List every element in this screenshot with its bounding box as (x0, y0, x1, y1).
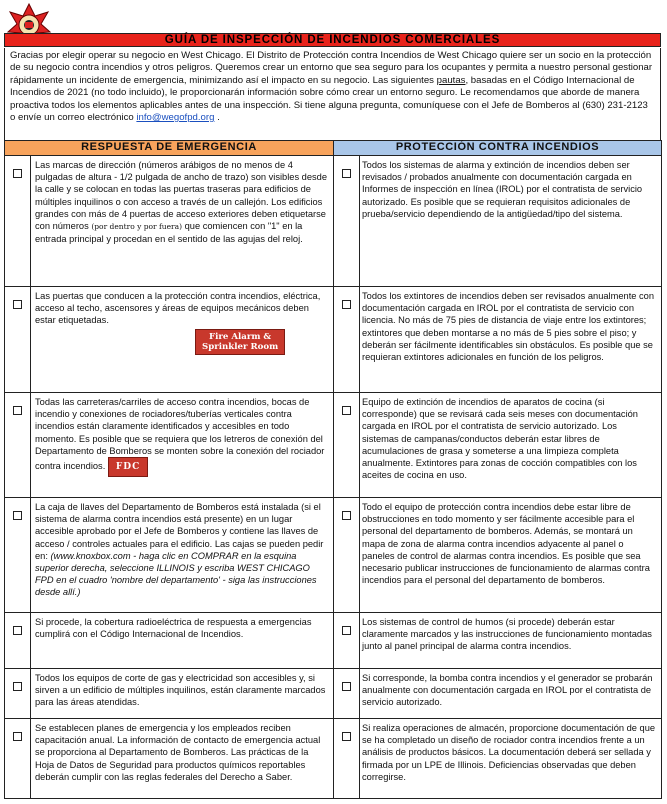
protection-item: Si corresponde, la bomba contra incendios y el generador se probarán anualmente con documentación cargada en IROL por el contratista de servicio autorizado. (360, 669, 662, 719)
inline-note: (por dentro y por fuera) (91, 222, 183, 232)
checkbox[interactable] (13, 626, 22, 635)
checkbox[interactable] (342, 732, 351, 741)
column-header-emergency-response: RESPUESTA DE EMERGENCIA (5, 141, 334, 156)
checkbox[interactable] (342, 682, 351, 691)
column-headers (5, 141, 662, 156)
checkbox[interactable] (342, 169, 351, 178)
fire-alarm-sprinkler-room-sign: Fire Alarm & Sprinkler Room (195, 329, 285, 355)
intro-underlined-word: pautas (436, 74, 466, 86)
checkbox[interactable] (13, 511, 22, 520)
emergency-item: Se establecen planes de emergencia y los empleados reciben capacitación anual. La información de contacto de emergencia actual se proporciona al Departamento de Bomberos. Las prácticas de la Hoja de Datos de Seguridad para productos químicos reportables deberán cumplir con las reglas federales del Derecho a Saber. (31, 719, 334, 799)
column-header-fire-protection: PROTECCIÓN CONTRA INCENDIOS (334, 141, 662, 156)
checkbox[interactable] (13, 682, 22, 691)
table-row (5, 719, 662, 799)
protection-item: Todos los sistemas de alarma y extinción de incendios deben ser revisados / probados anualmente con documentación cargada en Informes de inspección en línea (IROL) por el contratista de servicio autorizado. Es posible que se requieran requisitos adicionales de prueba/servicio dependiendo de la antigüedad/tipo del sistema. (360, 156, 662, 287)
fdc-sign: FDC (108, 457, 148, 477)
protection-item: Si realiza operaciones de almacén, proporcione documentación de que se ha completado un diseño de rociador contra incendios frente a un análisis de productos básicos. La documentación deberá ser sellada y firmada por un LPE de Illinois. Deficiencias observadas que deben corregirse. (360, 719, 662, 799)
emergency-item: Las marcas de dirección (números arábigos de no menos de 4 pulgadas de altura - 1/2 pulgada de ancho de trazo) son visibles desde la calle y se colocan en todas las puertas traseras para edificios de múltiples inquilinos o con acceso a través de un callejón. Los edificios grandes con más de 4 puertas de acceso exteriores deben etiquetarse con números (por dentro y por fuera) que comiencen con "1" en la entrada principal y procedan en el sentido de las agujas del reloj. (31, 156, 334, 287)
protection-item: Todos los extintores de incendios deben ser revisados anualmente con documentación cargada en IROL por el contratista de servicio con licencia. No más de 75 pies de distancia de viaje entre los extintores; extintores que deben montarse a no más de 5 pies sobre el piso; y deberán ser fácilmente identificables sin obstáculos. Es posible que se requieran extintores adicionales en función de los peligros. (360, 287, 662, 393)
emergency-item: La caja de llaves del Departamento de Bomberos está instalada (si el sistema de alarma contra incendios está presente) en un lugar accesible aprobado por el Jefe de Bomberos y contiene las llaves de acceso / controles actuales para el edificio. Las cajas se pueden pedir en: (www.knoxbox.com - haga clic en COMPRAR en la esquina superior derecha, seleccione ILLINOIS y escriba WEST CHICAGO FPD en el cuadro 'nombre del departamento' - siga las instrucciones desde allí.) (31, 498, 334, 613)
table-row (5, 498, 662, 613)
checkbox[interactable] (342, 626, 351, 635)
page-title: GUÍA DE INSPECCIÓN DE INCENDIOS COMERCIALES (4, 33, 661, 47)
protection-item: Equipo de extinción de incendios de aparatos de cocina (si corresponde) que se revisará cada seis meses con documentación cargada en IROL por el contratista de servicio autorizado. Los sistemas de campanas/conductos deberán estar libres de acumulaciones de grasa y someterse a una limpieza completa anualmente. Extintores para zonas de cocción compatibles con los aceites de cocina en uso. (360, 393, 662, 498)
email-link[interactable]: info@wegofpd.org (136, 112, 215, 124)
intro-text-2: , basadas en el Código Internacional de Incendios de 2021 (no todo incluido), le proporcionarán información sobre cómo crear un entorno seguro. Le recomendamos que aborde de manera proactiva todos los elementos aplicables antes de una inspección. Si tiene alguna pregunta, comuníquese con el Jefe de Bomberos al (630) 231-2123 o envíe un correo electrónico (10, 74, 648, 124)
table-row (5, 156, 662, 287)
intro-text-1: Gracias por elegir operar su negocio en West Chicago. El Distrito de Protección contra Incendios de West Chicago quiere ser un socio en la protección de su negocio contra incendios y otros peligros. Queremos crear un entorno que sea seguro para los ocupantes y permita a nuestro personal gestionar rápidamente un incidente de emergencia, minimizando así el impacto en su negocio. Las siguientes (10, 50, 653, 86)
checkbox[interactable] (13, 300, 22, 309)
emergency-item: Las puertas que conducen a la protección contra incendios, eléctrica, acceso al techo, ascensores y áreas de equipos mecánicos deben estar etiquetadas. Fire Alarm & Sprinkler Room (31, 287, 334, 393)
checkbox[interactable] (13, 169, 22, 178)
checkbox[interactable] (342, 300, 351, 309)
emergency-item: Todas las carreteras/carriles de acceso contra incendios, bocas de incendio y conexiones de rociadores/tuberías verticales contra incendios están claramente identificados y accesibles en todo momento. Es posible que se requiera que los letreros de conexión del Departamento de Bomberos se monten sobre la conexión del rociador contra incendios. FDC (31, 393, 334, 498)
intro-text-3: . (214, 112, 220, 124)
table-row (5, 393, 662, 498)
checkbox[interactable] (13, 406, 22, 415)
knoxbox-instructions: (www.knoxbox.com - haga clic en COMPRAR en la esquina superior derecha, seleccione ILLINOIS y escriba WEST CHICAGO FPD en el cuadro 'nombre del departamento' - siga las instrucciones desde allí.) (35, 550, 317, 598)
table-row (5, 287, 662, 393)
protection-item: Los sistemas de control de humos (si procede) deberán estar claramente marcados y las instrucciones de funcionamiento montadas junto al panel principal de alarma contra incendios. (360, 613, 662, 669)
table-row (5, 613, 662, 669)
checkbox[interactable] (342, 406, 351, 415)
emergency-item: Todos los equipos de corte de gas y electricidad son accesibles y, si sirven a un edificio de múltiples inquilinos, están claramente marcados para las áreas atendidas. (31, 669, 334, 719)
intro-paragraph (4, 48, 661, 140)
checkbox[interactable] (13, 732, 22, 741)
protection-item: Todo el equipo de protección contra incendios debe estar libre de obstrucciones en todo momento y ser fácilmente accesible para el personal del departamento de bomberos. Además, se montará un mapa de zona de alarma contra incendios adyacente al panel o paneles de control de alarmas contra incendios. Es posible que sea necesario publicar instrucciones de funcionamiento de alarmas contra incendios para el personal del departamento de bomberos. (360, 498, 662, 613)
table-row (5, 669, 662, 719)
checkbox[interactable] (342, 511, 351, 520)
checklist-table (4, 140, 662, 799)
emergency-item: Si procede, la cobertura radioeléctrica de respuesta a emergencias cumplirá con el Código Internacional de Incendios. (31, 613, 334, 669)
